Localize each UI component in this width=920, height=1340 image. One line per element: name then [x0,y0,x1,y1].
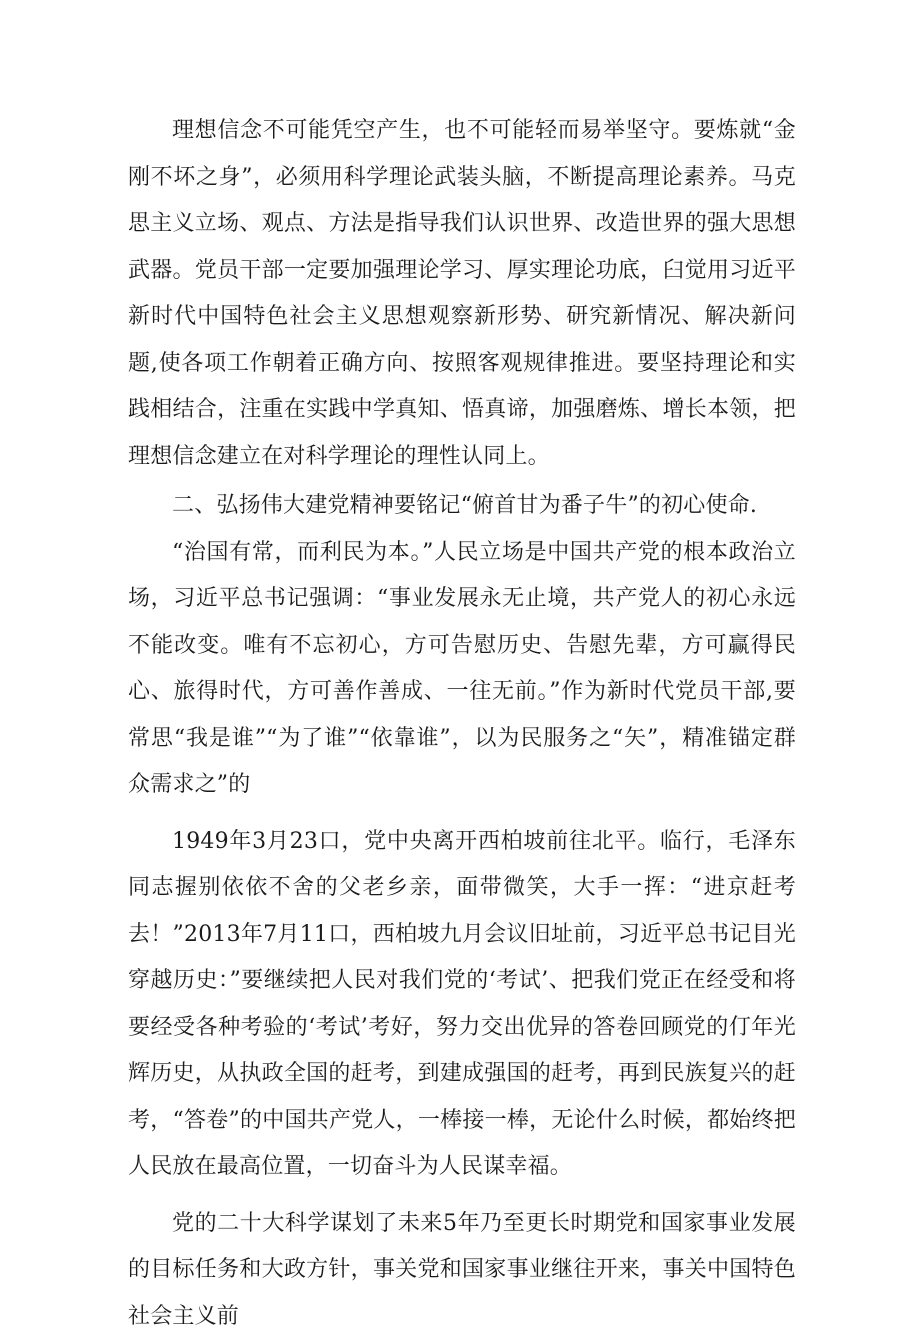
paragraph-people-stance: “治国有常，而利民为本。”人民立场是中国共产党的根本政治立场，习近平总书记强调：“事业发展永无止境，共产党人的初心永远不能改变。唯有不忘初心，方可告慰历史、告慰先辈，方可赢得民心、旅得时代，方可善作善成、一往无前。”作为新时代党员干部,要常思“我是谁”“为了谁”“依靠谁”，以为民服务之“矢”，精准锚定群众需求之”的 [128,530,796,809]
paragraph-theory-study: 理想信念不可能凭空产生，也不可能轻而易举坚守。要炼就“金刚不坏之身”，必须用科学理论武装头脑，不断提高理论素养。马克思主义立场、观点、方法是指导我们认识世界、改造世界的强大思想武器。党员干部一定要加强理论学习、厚实理论功底，臼觉用习近平新时代中国特色社会主义思想观察新形势、研究新情况、解决新问题,使各项工作朝着正确方向、按照客观规律推进。要坚持理论和实践相结合，注重在实践中学真知、悟真谛，加强磨炼、增长本领，把理想信念建立在对科学理论的理性认同上。 [128,108,796,480]
section-heading-two: 二、弘扬伟大建党精神要铭记“俯首甘为番子牛”的初心使命. [128,483,796,530]
document-page [128,108,796,1340]
paragraph-xibaipo-exam: 1949年3月23口，党中央离开西柏坡前往北平。临行，毛泽东同志握别依依不舍的父老乡亲，面带微笑，大手一挥：“进京赶考去！”2013年7月11口，西柏坡九月会议旧址前，习近平总书记目光穿越历史：”要继续把人民对我们党的‘考试’、把我们党正在经受和将要经受各种考验的‘考试’考好，努力交出优异的答卷回顾党的仃年光辉历史，从执政全国的赶考，到建成强国的赶考，再到民族复兴的赶考，“答卷”的中国共产党人，一棒接一棒，无论什么时候，都始终把人民放在最高位置，一切奋斗为人民谋幸福。 [128,819,796,1191]
paragraph-twentieth-congress: 党的二十大科学谋划了未来5年乃至更长时期党和国家事业发展的目标任务和大政方针，事关党和国家事业继往开来，事关中国特色社会主义前 [128,1201,796,1340]
